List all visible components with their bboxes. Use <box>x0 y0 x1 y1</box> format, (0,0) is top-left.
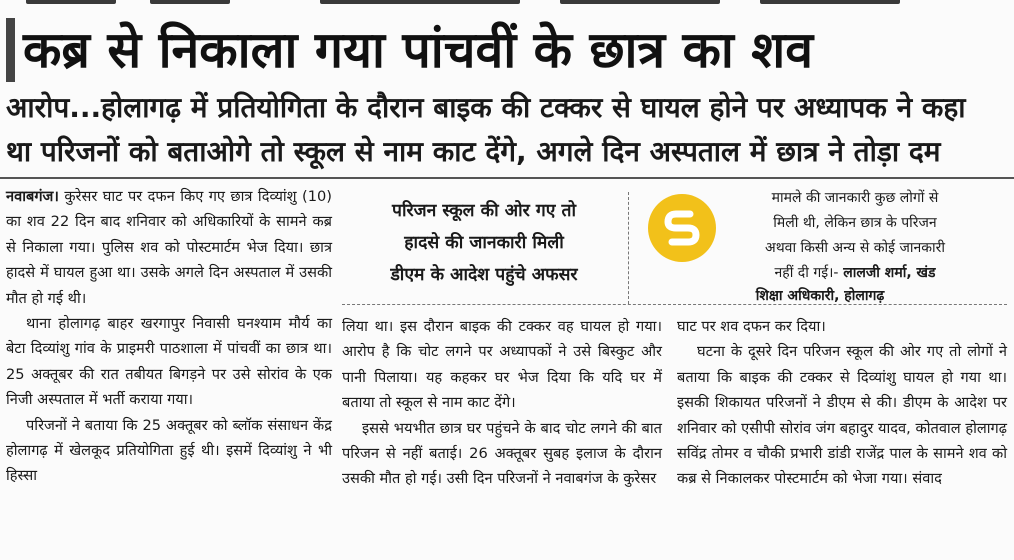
column-3 <box>677 314 1007 492</box>
column-3-paragraph-2: घटना के दूसरे दिन परिजन स्कूल की ओर गए तो लोगों ने बताया कि बाइक की टक्कर से दिव्यांशु घायल हो गया था। इसकी शिकायत परिजनों ने डीएम से की। डीएम के आदेश पर शनिवार को एसीपी सोरांव जंग बहादुर यादव, कोतवाल होलागढ़ सविंद्र तोमर व चौकी प्रभारी डांडी राजेंद्र पाल के सामने शव को कब्र से निकालकर पोस्टमार्टम को भेजा गया। संवाद <box>677 343 1007 488</box>
column-1 <box>6 184 332 489</box>
column-2-paragraph-1: लिया था। इस दौरान बाइक की टक्कर वह घायल हो गया। आरोप है कि चोट लगने पर अध्यापकों ने उसे बिस्कुट और पानी पिलाया। यह कहकर घर भेज दिया कि यदि घर में बताया तो स्कूल से नाम काट देंगे। <box>342 318 662 412</box>
headline-bar <box>6 18 15 82</box>
column-2-paragraph-2: इससे भयभीत छात्र घर पहुंचने के बाद चोट लगने की बात परिजन से नहीं बताई। 26 अक्तूबर सुबह इलाज के दौरान उसकी मौत हो गई। उसी दिन परिजनों ने नवाबगंज के कुरेसर <box>342 419 662 488</box>
highlight-line-2: हादसे की जानकारी मिली <box>404 233 564 253</box>
dateline: नवाबगंज। <box>6 188 59 205</box>
column-1-paragraph-2: थाना होलागढ़ बाहर खरगापुर निवासी घनश्याम मौर्य का बेटा दिव्यांशु गांव के प्राइमरी पाठशाला में पांचवीं का छात्र था। 25 अक्तूबर की रात तबीयत बिगड़ने पर उसे सोरांव के एक निजी अस्पताल में भर्ती कराया गया। <box>6 315 332 409</box>
box-divider-vertical <box>628 192 629 304</box>
column-2 <box>342 314 662 492</box>
credit: संवाद <box>907 470 942 488</box>
subheadline-line-1: आरोप...होलागढ़ में प्रतियोगिता के दौरान बाइक की टक्कर से घायल होने पर अध्यापक ने कहा <box>6 91 966 124</box>
newspaper-logo-icon <box>648 194 716 262</box>
official-quote: मामले की जानकारी कुछ लोगों से मिली थी, लेकिन छात्र के परिजन अथवा किसी अन्य से कोई जानकारी नहीं दी गई।- लालजी शर्मा, खंड <box>765 190 945 281</box>
highlight-line-3: डीएम के आदेश पहुंचे अफसर <box>390 265 578 285</box>
column-3-paragraph-1: घाट पर शव दफन कर दिया। <box>677 318 826 335</box>
headline <box>6 16 1006 84</box>
quote-author: शिक्षा अधिकारी, होलागढ़ <box>755 288 885 304</box>
highlight-box <box>344 186 624 300</box>
cropped-top-strip <box>0 0 1014 10</box>
headline-text: कब्र से निकाला गया पांचवीं के छात्र का शव <box>23 21 814 79</box>
column-1-paragraph-3: परिजनों ने बताया कि 25 अक्तूबर को ब्लॉक संसाधन केंद्र होलागढ़ में खेलकूद प्रतियोगिता हुई थी। इसमें दिव्यांशु ने भी हिस्सा <box>6 416 332 485</box>
highlight-line-1: परिजन स्कूल की ओर गए तो <box>392 201 576 221</box>
divider <box>0 177 1014 179</box>
column-1-paragraph-1: नवाबगंज। कुरेसर घाट पर दफन किए गए छात्र दिव्यांशु (10) का शव 22 दिन बाद शनिवार को अधिकारियों के सामने कब्र से निकाला गया। पुलिस शव को पोस्टमार्टम भेज दिया। छात्र हादसे में घायल हुआ था। उसके अगले दिन अस्पताल में उसकी मौत हो गई थी। <box>6 188 332 307</box>
subheadline-line-2: था परिजनों को बताओगे तो स्कूल से नाम काट देंगे, अगले दिन अस्पताल में छात्र ने तोड़ा दम <box>6 135 941 168</box>
